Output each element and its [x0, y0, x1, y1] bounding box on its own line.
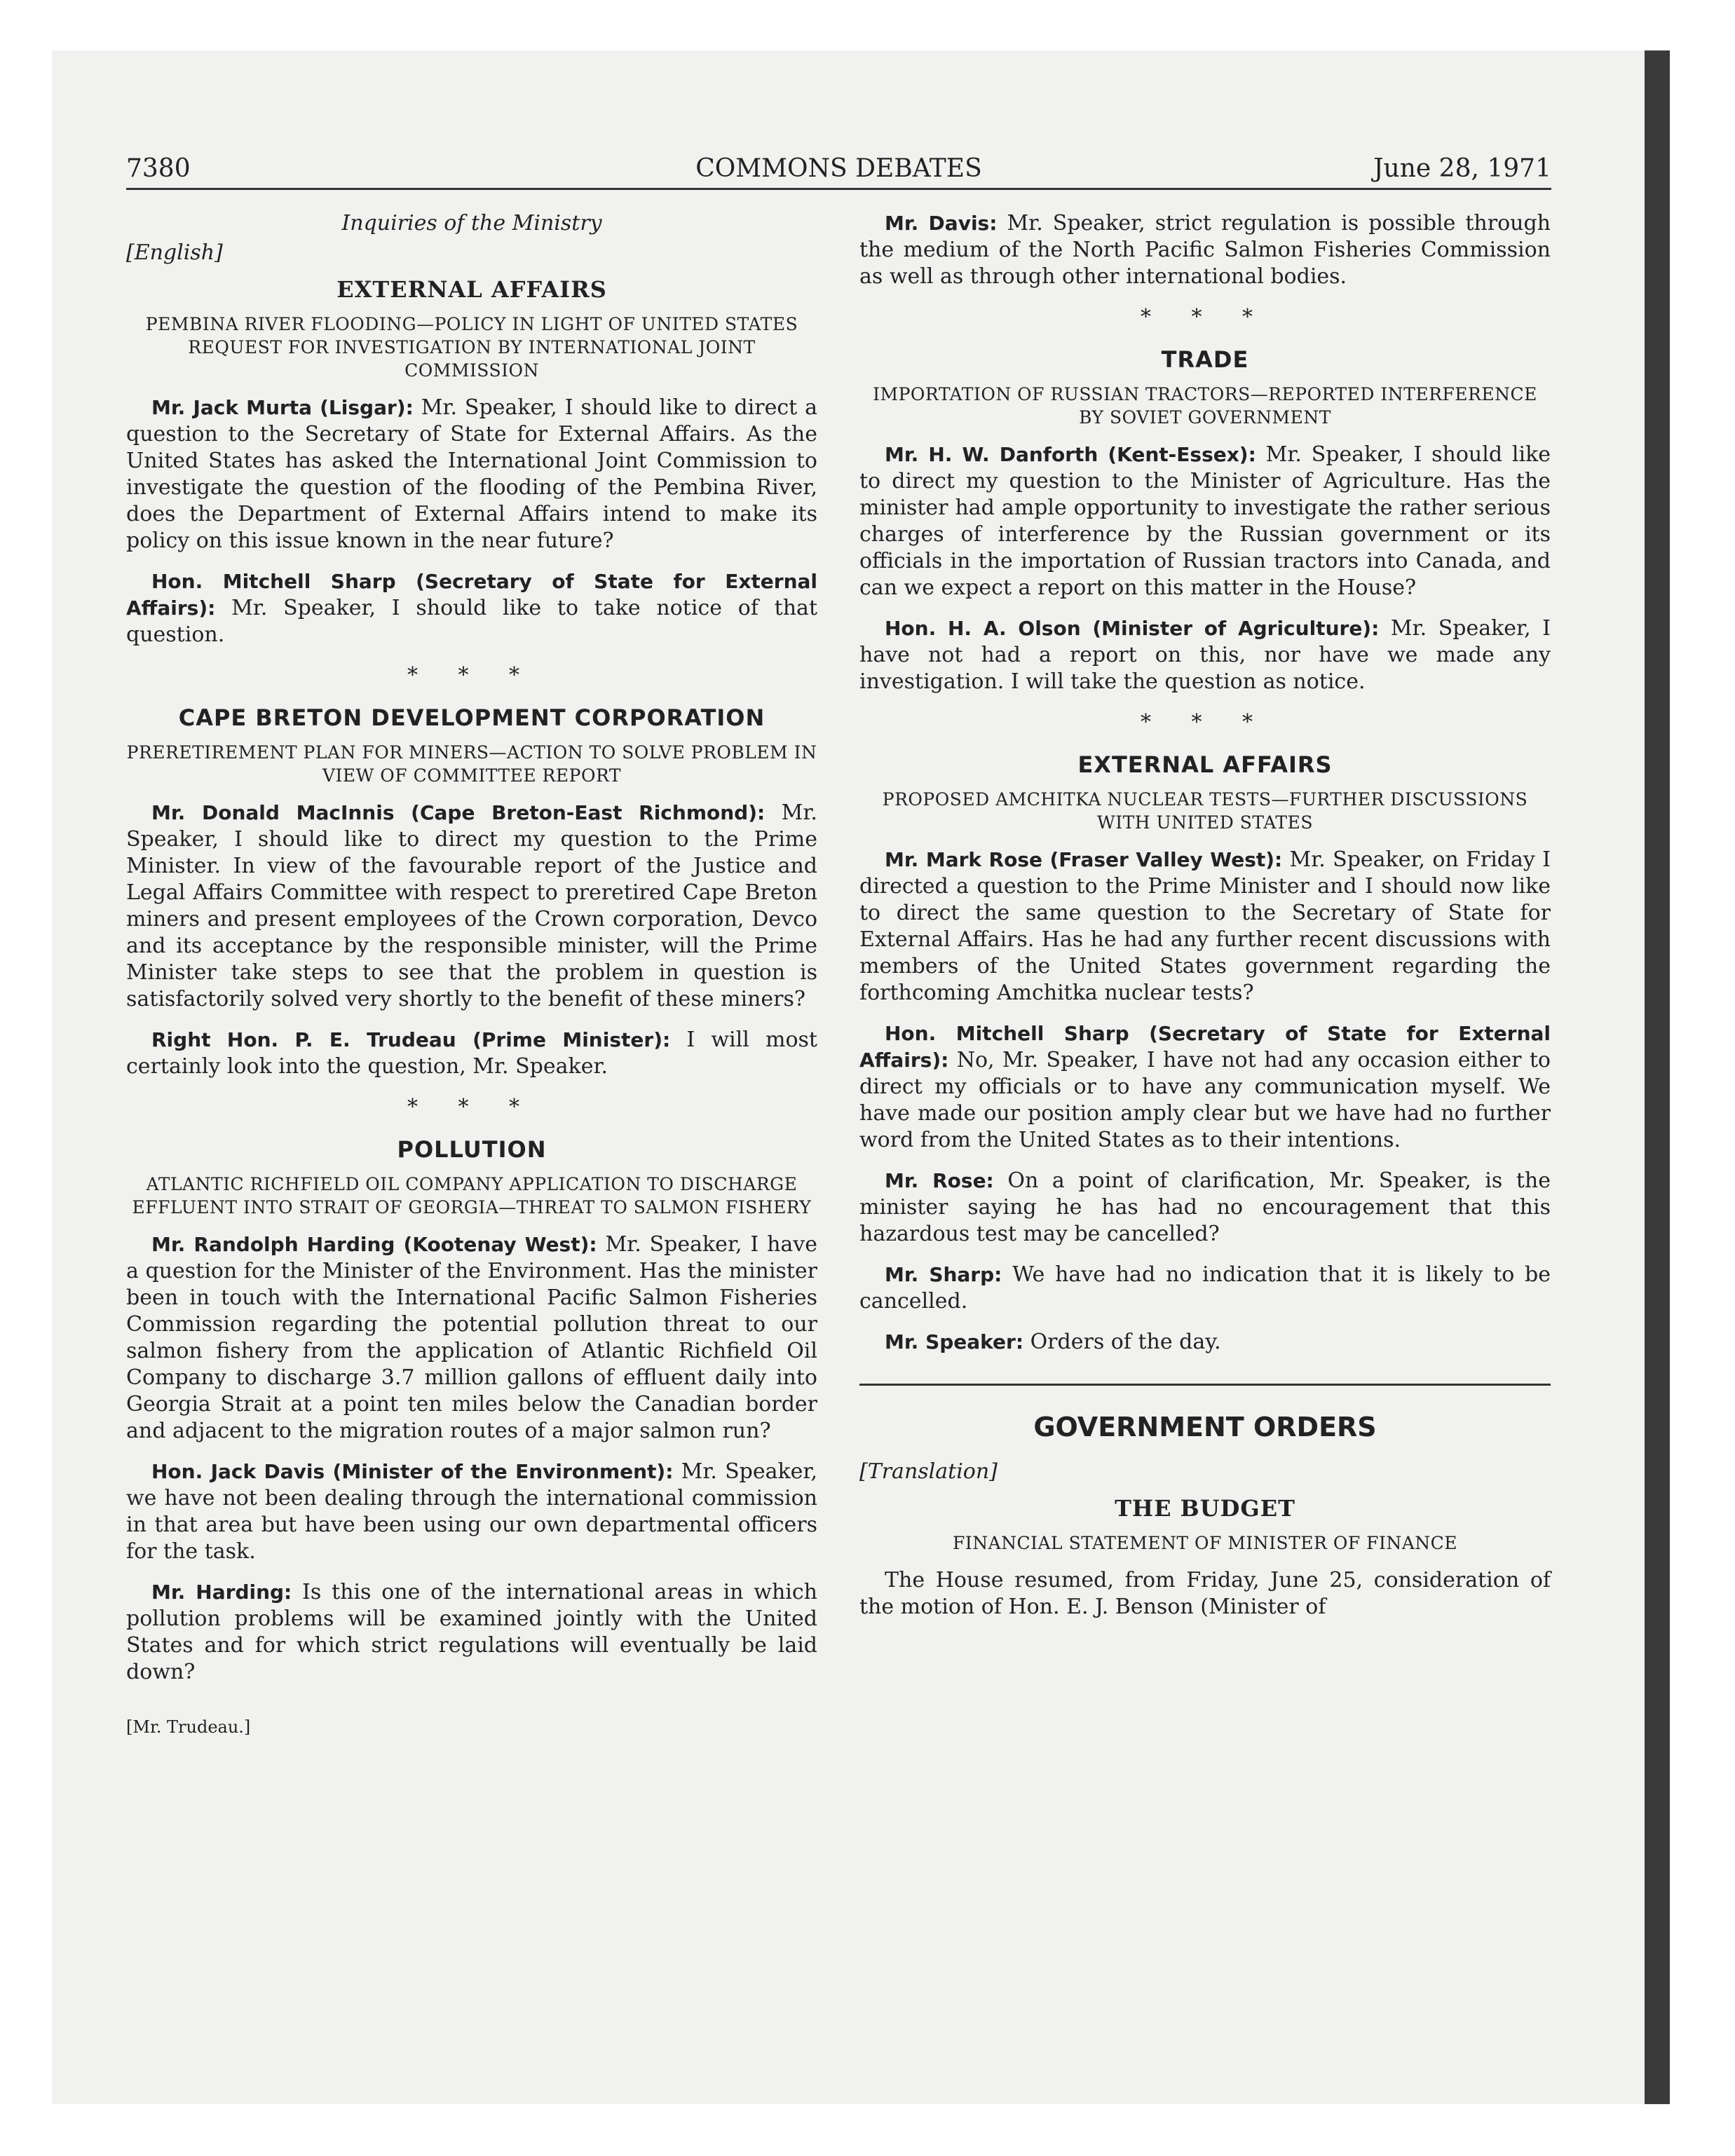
left-column [126, 210, 817, 1740]
speech-text: On a point of clarification, Mr. Speaker, is the minister saying he has had no encouragement that this hazardous test may be cancelled? [859, 1168, 1551, 1246]
speech-text: Orders of the day. [1030, 1330, 1221, 1354]
speech-text: Mr. Speaker, on Friday I directed a question to the Prime Minister and I should now like to direct the same question to the Secretary of State for External Affairs. Has he had any further recent discussions with members of the United States government regarding the forthcoming Amchitka nuclear tests? [859, 847, 1551, 1005]
speaker-name: Hon. Mitchell Sharp (Secretary of State for External Affairs): [859, 1022, 1551, 1072]
publication-date: June 28, 1971 [1373, 154, 1551, 183]
section-separator: * * * [1140, 710, 1270, 735]
section-separator: * * * [407, 1095, 537, 1119]
heading-pollution: POLLUTION [397, 1136, 547, 1163]
page-footer-note: [Mr. Trudeau.] [126, 1717, 251, 1737]
speech-murta [126, 395, 817, 554]
subheading-atlantic-richfield: ATLANTIC RICHFIELD OIL COMPANY APPLICATION TO DISCHARGE EFFLUENT INTO STRAIT OF GEORGIA—THREAT TO SALMON FISHERY [132, 1174, 812, 1217]
right-column [859, 210, 1551, 1635]
subheading-amchitka: PROPOSED AMCHITKA NUCLEAR TESTS—FURTHER DISCUSSIONS WITH UNITED STATES [882, 789, 1528, 833]
heading-external-affairs: EXTERNAL AFFAIRS [336, 276, 607, 303]
section-title: Inquiries of the Ministry [341, 211, 602, 236]
speaker-name: Mr. Randolph Harding (Kootenay West): [151, 1233, 597, 1256]
speech-olson [859, 615, 1551, 695]
speech-trudeau [126, 1027, 817, 1080]
speech-text: I will most certainly look into the question, Mr. Speaker. [126, 1028, 817, 1079]
speech-text: Is this one of the international areas in which pollution problems will be examined jointly with the United States and for which strict regulations will eventually be laid down? [126, 1580, 817, 1684]
scan-dark-edge [1645, 50, 1670, 2104]
page-number: 7380 [126, 154, 191, 183]
language-note: [English] [126, 240, 223, 265]
subheading-pembina: PEMBINA RIVER FLOODING—POLICY IN LIGHT OF UNITED STATES REQUEST FOR INVESTIGATION BY INTERNATIONAL JOINT COMMISSION [145, 314, 798, 381]
speech-macinnis [126, 800, 817, 1013]
speaker-name: Right Hon. P. E. Trudeau (Prime Minister): [151, 1028, 671, 1051]
language-note-translation: [Translation] [859, 1459, 998, 1484]
speaker-name: Mr. Harding: [151, 1581, 292, 1604]
subheading-financial-statement: FINANCIAL STATEMENT OF MINISTER OF FINANCE [952, 1533, 1458, 1553]
section-separator: * * * [1140, 305, 1270, 329]
speech-text: Mr. Speaker, I have not had a report on this, nor have we made any investigation. I will take the question as notice. [859, 616, 1551, 694]
speech-davis [126, 1459, 817, 1565]
section-separator: * * * [407, 663, 537, 688]
speech-text: We have had no indication that it is likely to be cancelled. [859, 1262, 1551, 1314]
speech-danforth [859, 442, 1551, 601]
page-header [126, 149, 1551, 190]
subheading-preretirement: PRERETIREMENT PLAN FOR MINERS—ACTION TO SOLVE PROBLEM IN VIEW OF COMMITTEE REPORT [126, 742, 817, 786]
section-divider-rule [859, 1384, 1551, 1386]
speaker-name: Mr. Davis: [885, 212, 998, 235]
publication-title: COMMONS DEBATES [695, 154, 982, 183]
speaker-name: Hon. Mitchell Sharp (Secretary of State for External Affairs): [126, 570, 817, 620]
speech-sharp-3 [859, 1262, 1551, 1315]
speaker-name: Mr. Sharp: [885, 1263, 1002, 1286]
speech-text: Mr. Speaker, I should like to direct a question to the Secretary of State for External Affairs. As the United States has asked the International Joint Commission to investigate the question of the flooding of the Pembina River, does the Department of External Affairs intend to make its policy on this issue known in the near future? [126, 395, 817, 553]
subheading-russian-tractors: IMPORTATION OF RUSSIAN TRACTORS—REPORTED INTERFERENCE BY SOVIET GOVERNMENT [873, 384, 1537, 428]
heading-the-budget: THE BUDGET [1115, 1495, 1295, 1522]
speaker-name: Hon. H. A. Olson (Minister of Agriculture): [885, 617, 1380, 640]
heading-cape-breton: CAPE BRETON DEVELOPMENT CORPORATION [178, 704, 766, 731]
speaker-name: Mr. Donald MacInnis (Cape Breton-East Richmond): [151, 801, 766, 824]
speech-text: Mr. Speaker, I should like to direct my question to the Prime Minister. In view of the favourable report of the Justice and Legal Affairs Committee with respect to preretired Cape Breton miners and present employees of the Crown corporation, Devco and its acceptance by the responsible minister, will the Prime Minister take steps to see that the problem in question is satisfactorily solved very shortly to the benefit of these miners? [126, 800, 817, 1011]
speech-rose-2 [859, 1168, 1551, 1248]
speech-text: Mr. Speaker, I have a question for the Minister of the Environment. Has the minister been in touch with the International Pacific Salmon Fisheries Commission regarding the potential pollution threat to our salmon fishery from the application of Atlantic Richfield Oil Company to discharge 3.7 million gallons of effluent daily into Georgia Strait at a point ten miles below the Canadian border and adjacent to the migration routes of a major salmon run? [126, 1232, 817, 1443]
speaker-name: Mr. Jack Murta (Lisgar): [151, 396, 414, 419]
speaker-name: Mr. Mark Rose (Fraser Valley West): [885, 848, 1283, 871]
speech-speaker [859, 1329, 1551, 1356]
speech-davis-2 [859, 210, 1551, 290]
speech-text: Mr. Speaker, I should like to direct my question to the Minister of Agriculture. Has the minister had ample opportunity to investigate the rather serious charges of interference by the Russian government or its officials in the importation of Russian tractors into Canada, and can we expect a report on this matter in the House? [859, 442, 1551, 600]
speaker-name: Mr. H. W. Danforth (Kent-Essex): [885, 443, 1256, 466]
speech-harding-2 [126, 1579, 817, 1686]
speech-text: Mr. Speaker, I should like to take notice of that question. [126, 596, 818, 647]
speech-text: No, Mr. Speaker, I have not had any occasion either to direct my officials or to have any communication myself. We have made our position amply clear but we have had no further word from the United States as to their intentions. [859, 1048, 1551, 1152]
speaker-name: Hon. Jack Davis (Minister of the Environment): [151, 1460, 674, 1483]
heading-government-orders: GOVERNMENT ORDERS [1033, 1412, 1377, 1442]
speaker-name: Mr. Rose: [885, 1169, 994, 1192]
speech-text: Mr. Speaker, strict regulation is possible through the medium of the North Pacific Salmon Fisheries Commission as well as through other international bodies. [859, 211, 1551, 289]
speech-text: Mr. Speaker, we have not been dealing through the international commission in that area but have been using our own departmental officers for the task. [126, 1459, 817, 1564]
heading-external-affairs-2: EXTERNAL AFFAIRS [1077, 751, 1333, 778]
paragraph-house-resumed: The House resumed, from Friday, June 25, consideration of the motion of Hon. E. J. Benson (Minister of [859, 1568, 1551, 1619]
speech-rose [859, 847, 1551, 1007]
speech-harding [126, 1231, 817, 1445]
speaker-name: Mr. Speaker: [885, 1330, 1024, 1353]
heading-trade: TRADE [1161, 346, 1249, 373]
speech-sharp [126, 568, 817, 648]
speech-sharp-2 [859, 1021, 1551, 1154]
